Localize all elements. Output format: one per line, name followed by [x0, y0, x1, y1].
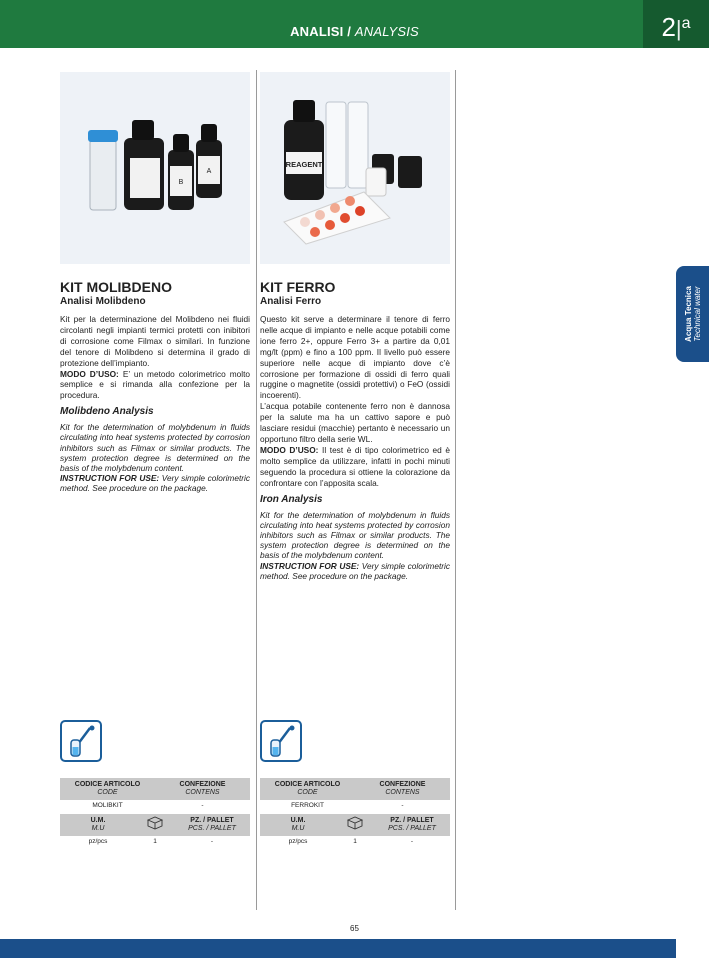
color-swatch-6 — [325, 220, 335, 230]
color-swatch-7 — [340, 213, 350, 223]
color-swatch-2 — [315, 210, 325, 220]
pallet-value: - — [210, 837, 214, 845]
color-swatch-1 — [300, 217, 310, 227]
chapter-letter: a — [681, 15, 691, 32]
code-header: CODICE ARTICOLO — [274, 781, 341, 788]
code-header: CODICE ARTICOLO — [74, 781, 141, 788]
color-swatch-3 — [330, 203, 340, 213]
pack-header: CONFEZIONE — [179, 781, 226, 788]
section-title — [0, 24, 709, 39]
chapter-number: 2 — [661, 12, 676, 42]
footer-bar — [0, 939, 676, 958]
graduated-tube-1 — [326, 102, 346, 188]
reagent-label-text: REAGENT — [285, 160, 323, 169]
bottle-b-letter: B — [178, 179, 184, 186]
um-header: U.M. — [90, 817, 106, 824]
pack-value: - — [201, 801, 204, 809]
product-molibdeno — [60, 72, 250, 494]
cuvette — [366, 168, 386, 196]
usage-text-it: Il test è di tipo colorimetrico ed è molto semplice da utilizzare, infatti in pochi minuti seguendo la procedura si ottiene la colorazione da confrontare con l’apposita scala. — [260, 444, 450, 488]
box-value: 1 — [353, 837, 357, 845]
code-value: FERROKIT — [291, 801, 324, 809]
um-header-en: M.U — [91, 825, 105, 832]
dropper-icon — [260, 720, 302, 762]
product-subtitle: Analisi Ferro — [260, 296, 322, 307]
description-it-text: Questo kit serve a determinare il tenore di ferro nelle acque di impianto e nelle acque potabili come ione ferro 2+, oppure Ferro 3+ a partire da 0,01 mg/lt (ppm) e fino a 100 ppm. Il livello può essere superiore nelle acque di impianto dove c’è corrosione per formazione di ossidi di ferro quali ruggine o magnetite (ossidi protettivi) o FeO (ossidi incoerenti). — [260, 314, 450, 401]
pallet-header: PZ. / PALLET — [390, 817, 434, 824]
chapter-separator: | — [675, 16, 682, 41]
table-header-um — [260, 814, 450, 836]
header-bar — [0, 0, 709, 48]
holder-2 — [398, 156, 422, 188]
bottle-large-neck — [132, 120, 154, 140]
product-table — [260, 778, 450, 846]
product-table — [60, 778, 250, 846]
table-row — [260, 836, 450, 846]
product-info-molibdeno — [60, 720, 250, 846]
description-en-text: Kit for the determination of molybdenum in fluids circulating into heat systems protected by corrosion inhibitors such as Filmax or similar products. The system protection degree is determined on the basis of the molybdenum content. — [260, 509, 450, 561]
color-swatch-4 — [345, 196, 355, 206]
usage-label-en: INSTRUCTION FOR USE: — [60, 473, 160, 484]
pallet-header-en: PCS. / PALLET — [388, 825, 436, 832]
product-title-en: Molibdeno Analysis — [60, 406, 154, 418]
test-tube — [90, 140, 116, 210]
usage-label-it: MODO D’USO: — [260, 444, 319, 455]
side-tab-line1: Acqua Tecnica — [683, 286, 693, 342]
usage-label-it: MODO D’USO: — [60, 368, 119, 379]
product-title: KIT FERRO — [260, 279, 336, 295]
ferro-kit-illustration — [260, 72, 450, 264]
section-title-sep: / — [347, 24, 352, 39]
side-section-tab[interactable] — [676, 266, 709, 362]
molibdeno-kit-illustration — [60, 72, 250, 264]
code-value: MOLIBKIT — [92, 801, 123, 809]
pack-value: - — [401, 801, 404, 809]
um-header-en: M.U — [291, 825, 305, 832]
box-value: 1 — [153, 837, 157, 845]
usage-text-en: Very simple colorimetric method. See procedure on the package. — [60, 473, 251, 494]
usage-text-en: Very simple colorimetric method. See procedure on the package. — [260, 560, 451, 581]
um-value: pz/pcs — [88, 837, 108, 845]
description-en-text: Kit for the determination of molybdenum in fluids circulating into heat systems protected by corrosion inhibitors such as Filmax or similar products. The system protection degree is determined on the basis of the molybdenum content. — [60, 422, 250, 474]
product-photo-ferro — [260, 72, 450, 264]
description-it-text: Kit per la determinazione del Molibdeno nei fluidi circolanti negli impianti termici protetti con inibitori di corrosione come Filmax o similari. In funzione del tenore di Molibdeno si determina il grado di protezione dell’impianto. — [60, 314, 250, 368]
table-header-um — [60, 814, 250, 836]
table-header-code — [60, 778, 250, 800]
bottle-a-letter: A — [206, 168, 212, 175]
graduated-tube-2 — [348, 102, 368, 188]
section-title-it: ANALISI — [290, 24, 344, 39]
column-divider-left — [256, 70, 257, 910]
reagent-bottle-neck — [293, 100, 315, 122]
code-header-en: CODE — [297, 789, 318, 796]
table-row — [260, 800, 450, 810]
test-tube-cap — [88, 130, 118, 142]
product-title: KIT MOLIBDENO — [60, 279, 172, 295]
product-subtitle: Analisi Molibdeno — [60, 296, 146, 307]
side-tab-line2: Technical water — [692, 286, 702, 342]
product-info-ferro — [260, 720, 450, 846]
product-description-it — [260, 314, 450, 489]
page-number: 65 — [350, 924, 359, 933]
pallet-header: PZ. / PALLET — [190, 817, 234, 824]
color-swatch-8 — [355, 206, 365, 216]
dropper-icon — [60, 720, 102, 762]
pack-header-en: CONTENS — [385, 789, 420, 796]
column-divider-right — [455, 70, 456, 910]
table-header-code — [260, 778, 450, 800]
section-title-en: ANALYSIS — [354, 24, 419, 39]
um-value: pz/pcs — [288, 837, 308, 845]
product-description-en — [60, 422, 250, 493]
chapter-marker — [643, 0, 709, 48]
code-header-en: CODE — [97, 789, 118, 796]
box-icon — [336, 816, 374, 835]
usage-label-en: INSTRUCTION FOR USE: — [260, 560, 360, 571]
pallet-value: - — [410, 837, 414, 845]
bottle-a-neck — [201, 124, 217, 142]
product-ferro — [260, 72, 450, 581]
product-title-en: Iron Analysis — [260, 493, 323, 505]
description-it-text-2: L’acqua potabile contenente ferro non è dannosa per la salute ma ha un cattivo sapore e può lasciare residui (macchie) pertanto è necessario un opportuno filtro della serie WL. — [260, 401, 450, 444]
product-photo-molibdeno — [60, 72, 250, 264]
pallet-header-en: PCS. / PALLET — [188, 825, 236, 832]
product-description-en — [260, 510, 450, 581]
product-description-it — [60, 314, 250, 401]
pack-header-en: CONTENS — [185, 789, 220, 796]
side-tab-label — [684, 286, 702, 342]
color-swatch-5 — [310, 227, 320, 237]
um-header: U.M. — [290, 817, 306, 824]
box-icon — [136, 816, 174, 835]
bottle-b-neck — [173, 134, 189, 152]
table-row — [60, 836, 250, 846]
table-row — [60, 800, 250, 810]
pack-header: CONFEZIONE — [379, 781, 426, 788]
usage-text-it: E’ un metodo colorimetrico molto semplice e si rimanda alla confezione per la procedura. — [60, 368, 250, 401]
bottle-large-label — [130, 158, 160, 198]
